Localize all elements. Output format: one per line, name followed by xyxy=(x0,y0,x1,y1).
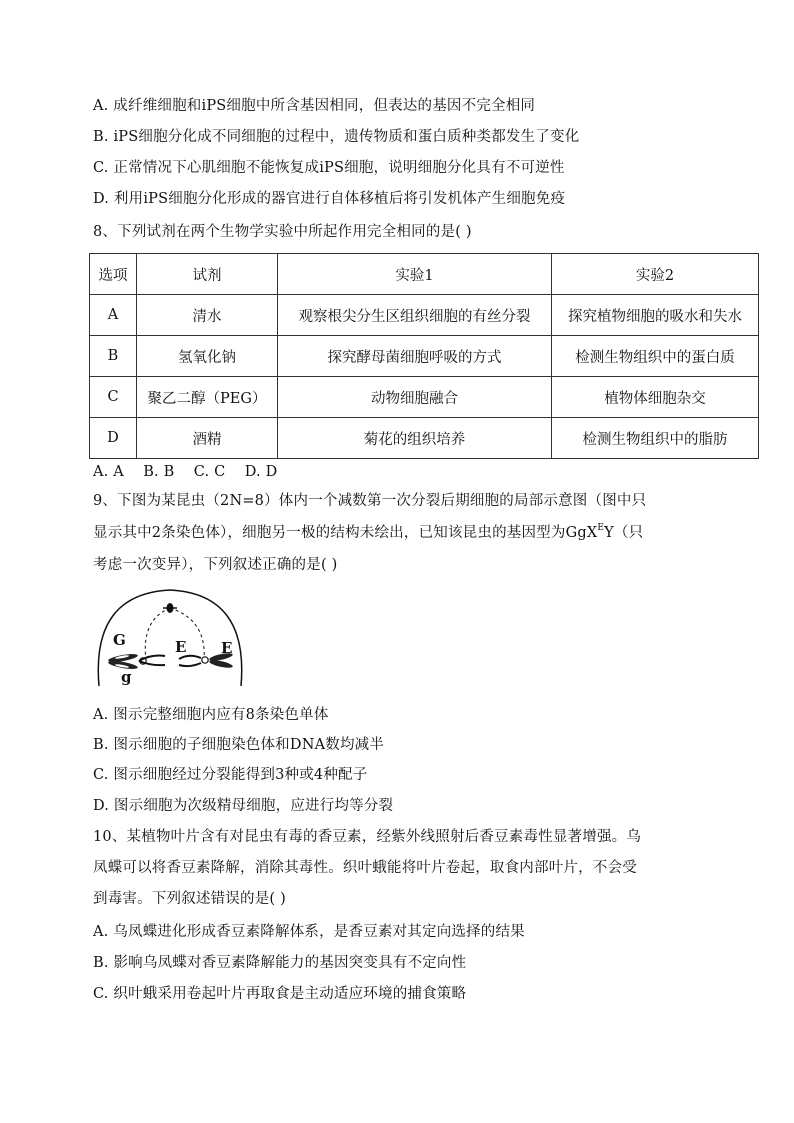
table-cell: 氢氧化钠 xyxy=(137,336,278,377)
q10-stem-line-1: 10、某植物叶片含有对昆虫有毒的香豆素，经紫外线照射后香豆素毒性显著增强。乌 xyxy=(93,829,642,845)
chromosome-gg xyxy=(108,652,165,670)
table-row xyxy=(90,377,759,418)
q9-stem-line-2-text: 显示其中2条染色体），细胞另一极的结构未绘出，已知该昆虫的基因型为GgX xyxy=(93,525,598,541)
table-cell: 观察根尖分生区组织细胞的有丝分裂 xyxy=(278,295,552,336)
table-cell: 动物细胞融合 xyxy=(278,377,552,418)
table-cell: 清水 xyxy=(137,295,278,336)
q9-stem-line-3: 考虑一次变异），下列叙述正确的是( ) xyxy=(93,557,338,573)
cell-division-diagram xyxy=(93,586,253,690)
q7-option-c: C. 正常情况下心肌细胞不能恢复成iPS细胞，说明细胞分化具有不可逆性 xyxy=(93,160,565,176)
table-cell: 植物体细胞杂交 xyxy=(552,377,759,418)
q10-stem-line-3: 到毒害。下列叙述错误的是( ) xyxy=(93,891,286,907)
header-experiment-2: 实验2 xyxy=(552,254,759,295)
table-cell: A xyxy=(90,295,137,336)
gene-label-g-upper: G xyxy=(113,631,126,649)
table-cell: 菊花的组织培养 xyxy=(278,418,552,459)
table-cell: 探究植物细胞的吸水和失水 xyxy=(552,295,759,336)
q10-option-a: A. 乌凤蝶进化形成香豆素降解体系，是香豆素对其定向选择的结果 xyxy=(93,924,525,940)
q9-option-b: B. 图示细胞的子细胞染色体和DNA数均减半 xyxy=(93,737,385,753)
table-cell: C xyxy=(90,377,137,418)
table-cell: B xyxy=(90,336,137,377)
gene-label-e-right: E xyxy=(221,639,233,657)
q8-answer-choices: A. A B. B C. C D. D xyxy=(93,464,278,480)
table-row xyxy=(90,295,759,336)
q10-stem-line-2: 凤蝶可以将香豆素降解，消除其毒性。织叶蛾能将叶片卷起，取食内部叶片，不会受 xyxy=(93,860,637,876)
table-row xyxy=(90,418,759,459)
q9-option-c: C. 图示细胞经过分裂能得到3种或4种配子 xyxy=(93,767,368,783)
table-cell: 检测生物组织中的脂肪 xyxy=(552,418,759,459)
q9-genotype-superscript: E xyxy=(597,523,605,534)
table-row xyxy=(90,336,759,377)
q9-stem-line-1: 9、下图为某昆虫（2N=8）体内一个减数第一次分裂后期细胞的局部示意图（图中只 xyxy=(93,493,647,509)
header-option: 选项 xyxy=(90,254,137,295)
table-cell: 聚乙二醇（PEG） xyxy=(137,377,278,418)
table-cell: 酒精 xyxy=(137,418,278,459)
q7-option-d: D. 利用iPS细胞分化形成的器官进行自体移植后将引发机体产生细胞免疫 xyxy=(93,191,566,207)
gene-label-g-lower: g xyxy=(121,668,132,686)
q8-stem: 8、下列试剂在两个生物学实验中所起作用完全相同的是( ) xyxy=(93,224,472,240)
q9-option-d: D. 图示细胞为次级精母细胞，应进行均等分裂 xyxy=(93,798,394,814)
q10-option-b: B. 影响乌凤蝶对香豆素降解能力的基因突变具有不定向性 xyxy=(93,955,467,971)
q10-option-c: C. 织叶蛾采用卷起叶片再取食是主动适应环境的捕食策略 xyxy=(93,986,467,1002)
table-cell: 检测生物组织中的蛋白质 xyxy=(552,336,759,377)
q8-reagent-table xyxy=(89,253,759,459)
q9-stem-line-2 xyxy=(93,523,643,543)
table-header-row xyxy=(90,254,759,295)
q7-option-a: A. 成纤维细胞和iPS细胞中所含基因相同，但表达的基因不完全相同 xyxy=(93,98,536,114)
q9-stem-line-2-end: Y（只 xyxy=(604,525,644,541)
gene-label-e-left: E xyxy=(175,638,187,656)
q7-option-b: B. iPS细胞分化成不同细胞的过程中，遗传物质和蛋白质种类都发生了变化 xyxy=(93,129,580,145)
table-cell: 探究酵母菌细胞呼吸的方式 xyxy=(278,336,552,377)
header-reagent: 试剂 xyxy=(137,254,278,295)
spindle-fiber xyxy=(145,608,170,660)
q9-option-a: A. 图示完整细胞内应有8条染色单体 xyxy=(93,707,329,723)
header-experiment-1: 实验1 xyxy=(278,254,552,295)
table-cell: D xyxy=(90,418,137,459)
